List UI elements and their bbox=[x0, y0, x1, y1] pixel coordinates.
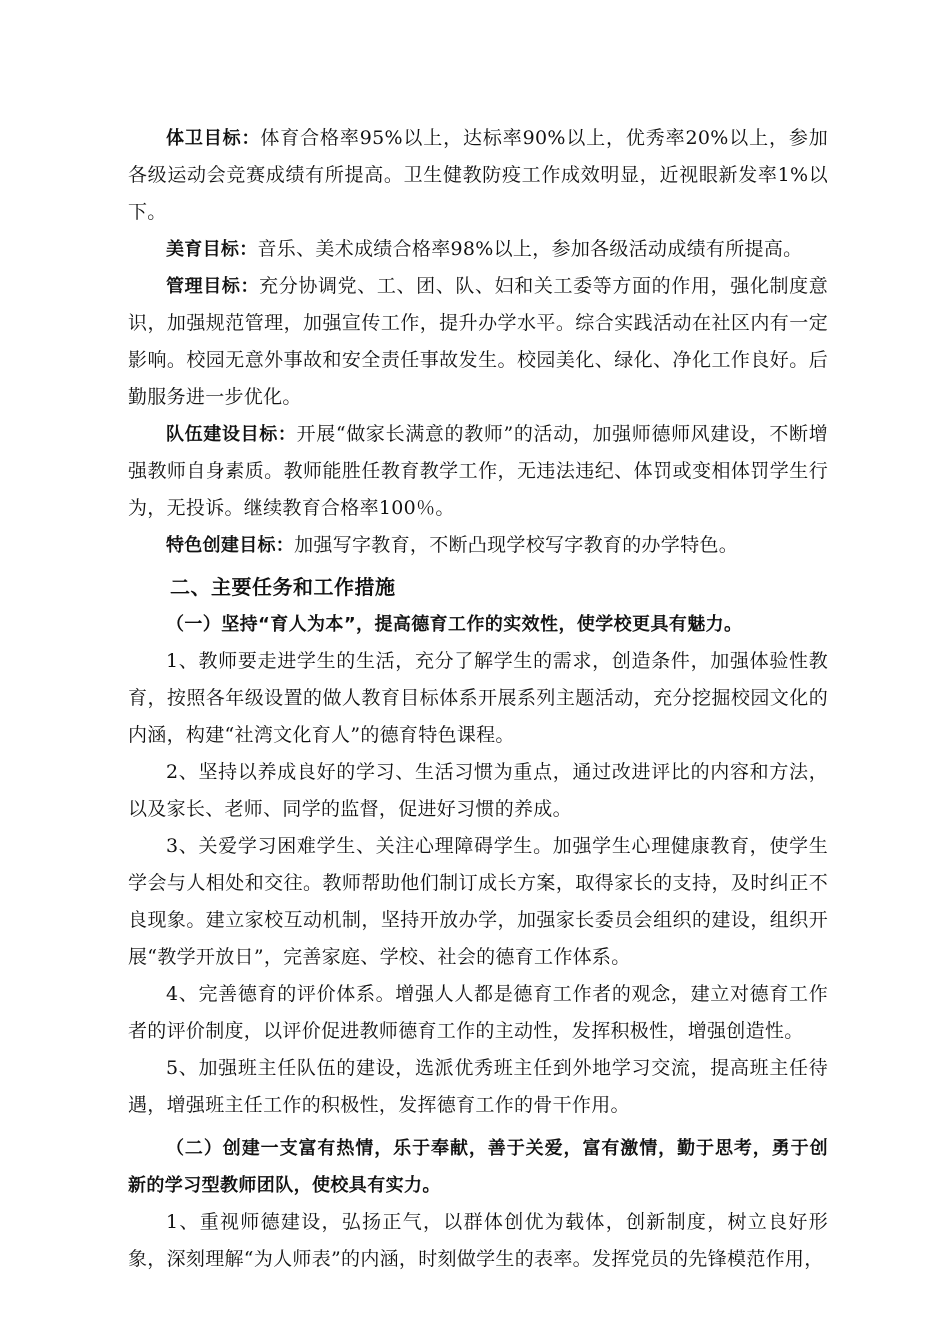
section-heading: 二、主要任务和工作措施 bbox=[170, 575, 396, 599]
goal-label: 特色创建目标： bbox=[166, 535, 295, 556]
goal-text: 开展“做家长满意的教师”的活动，加强师德师风建设，不断增强教师自身素质。教师能胜任教育教学工作，无违法违纪、体罚或变相体罚学生行为，无投诉。继续教育合格率100％。 bbox=[128, 423, 829, 519]
goal-paragraph-management bbox=[128, 268, 828, 416]
goal-text: 充分协调党、工、团、队、妇和关工委等方面的作用，强化制度意识，加强规范管理，加强宣传工作，提升办学水平。综合实践活动在社区内有一定影响。校园无意外事故和安全责任事故发生。校园美化、绿化、净化工作良好。后勤服务进一步优化。 bbox=[128, 275, 829, 408]
goal-text: 体育合格率95%以上，达标率90%以上，优秀率20%以上，参加各级运动会竞赛成绩有所提高。卫生健教防疫工作成效明显，近视眼新发率1%以下。 bbox=[128, 127, 829, 223]
goal-paragraph-sports-health bbox=[128, 120, 828, 231]
goal-paragraph-team-building bbox=[128, 416, 828, 527]
goal-label: 队伍建设目标： bbox=[166, 424, 297, 445]
subsection-heading-1: （一）坚持“育人为本”，提高德育工作的实效性，使学校更具有魅力。 bbox=[166, 614, 743, 635]
task-item: 3、关爱学习困难学生、关注心理障碍学生。加强学生心理健康教育，使学生学会与人相处和交往。教师帮助他们制订成长方案，取得家长的支持，及时纠正不良现象。建立家校互动机制，坚持开放办学，加强家长委员会组织的建设，组织开展“教学开放日”，完善家庭、学校、社会的德育工作体系。 bbox=[128, 835, 828, 968]
goal-paragraph-characteristic bbox=[128, 527, 828, 564]
task-item: 5、加强班主任队伍的建设，选派优秀班主任到外地学习交流，提高班主任待遇，增强班主任工作的积极性，发挥德育工作的骨干作用。 bbox=[128, 1057, 828, 1116]
goal-label: 体卫目标： bbox=[166, 128, 261, 149]
goal-text: 加强写字教育，不断凸现学校写字教育的办学特色。 bbox=[294, 534, 739, 556]
task-item: 1、教师要走进学生的生活，充分了解学生的需求，创造条件，加强体验性教育，按照各年级设置的做人教育目标体系开展系列主题活动，充分挖掘校园文化的内涵，构建“社湾文化育人”的德育特色课程。 bbox=[128, 650, 828, 746]
goal-label: 美育目标： bbox=[166, 239, 258, 260]
goal-text: 音乐、美术成绩合格率98%以上，参加各级活动成绩有所提高。 bbox=[257, 238, 803, 260]
task-item: 4、完善德育的评价体系。增强人人都是德育工作者的观念，建立对德育工作者的评价制度，以评价促进教师德育工作的主动性，发挥积极性，增强创造性。 bbox=[128, 983, 828, 1042]
document-body bbox=[128, 120, 828, 1278]
task-item: 1、重视师德建设，弘扬正气，以群体创优为载体，创新制度，树立良好形象，深刻理解“为人师表”的内涵，时刻做学生的表率。发挥党员的先锋模范作用， bbox=[128, 1211, 828, 1270]
task-item: 2、坚持以养成良好的学习、生活习惯为重点，通过改进评比的内容和方法，以及家长、老师、同学的监督，促进好习惯的养成。 bbox=[128, 761, 828, 820]
subsection-heading-2: （二）创建一支富有热情，乐于奉献，善于关爱，富有激情，勤于思考，勇于创新的学习型教师团队，使校具有实力。 bbox=[128, 1138, 828, 1196]
goal-label: 管理目标： bbox=[166, 276, 260, 297]
goal-paragraph-aesthetic bbox=[128, 231, 828, 268]
